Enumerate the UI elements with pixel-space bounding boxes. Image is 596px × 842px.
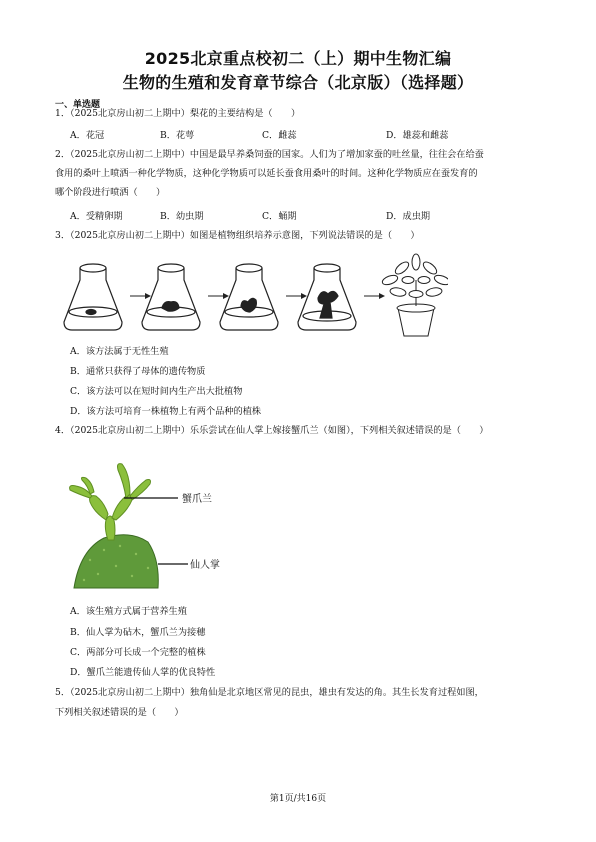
question-5-stem-line-2: 下列相关叙述错误的是（ ） [55,707,184,718]
section-label: 一、单选题 [55,100,101,110]
question-3-option-c: C．该方法可以在短时间内生产出大批植物 [70,386,243,397]
option-a: A．花冠 [70,130,105,141]
flask-3 [220,264,278,330]
cactus-stock [74,535,158,588]
option-a: A．受精卵期 [70,211,123,222]
flask-4 [298,264,356,330]
option-d: D．雄蕊和雌蕊 [386,130,449,141]
flask-2 [142,264,200,330]
question-4-option-c: C．两部分可长成一个完整的植株 [70,647,206,658]
crab-cactus-scion [70,464,151,540]
option-b: B．幼虫期 [160,211,204,222]
question-4-option-b: B．仙人掌为砧木，蟹爪兰为接穗 [70,627,206,638]
question-4-option-a: A．该生殖方式属于营养生殖 [70,606,187,617]
question-4-stem: 4．（2025北京房山初二上期中）乐乐尝试在仙人掌上嫁接蟹爪兰（如图），下列相关叙述错误的是（ ） [55,425,489,436]
option-c: C．蛹期 [262,211,297,222]
question-3-stem: 3．（2025北京房山初二上期中）如图是植物组织培养示意图，下列说法错误的是（ ） [55,230,420,241]
question-2-stem-line-1: 2．（2025北京房山初二上期中）中国是最早养桑饲蚕的国家。人们为了增加家蚕的吐丝量，往往会在给蚕 [55,149,484,160]
page-footer: 第1页/共16页 [269,794,327,804]
question-2-options [70,208,430,222]
question-1-options [70,127,449,141]
document-subtitle: 生物的生殖和发育章节综合（北京版）（选择题） [122,73,474,92]
option-c: C．雌蕊 [262,130,297,141]
question-3-option-b: B．通常只获得了母体的遗传物质 [70,366,206,377]
label-crab-cactus: 蟹爪兰 [182,494,212,505]
question-2-stem-line-2: 食用的桑叶上喷洒一种化学物质，这种化学物质可以延长蚕食用桑叶的时间。这种化学物质应在蚕发育的 [55,168,478,179]
question-2-stem-line-3: 哪个阶段进行喷洒（ ） [55,187,166,198]
label-cactus: 仙人掌 [190,560,220,571]
question-4-option-d: D．蟹爪兰能遗传仙人掌的优良特性 [70,667,216,678]
option-b: B．花萼 [160,130,195,141]
option-d: D．成虫期 [386,211,431,222]
potted-plant [381,254,448,336]
question-5-stem-line-1: 5．（2025北京房山初二上期中）独角仙是北京地区常见的昆虫，雄虫有发达的角。其生长发育过程如图， [55,687,484,698]
tissue-culture-figure [58,250,448,340]
question-1-stem: 1．（2025北京房山初二上期中）梨花的主要结构是（ ） [55,108,301,119]
flask-1 [64,264,122,330]
grafting-figure [60,450,260,595]
document-title: 2025北京重点校初二（上）期中生物汇编 [144,49,452,68]
question-3-option-d: D．该方法可培育一株植物上有两个品种的植株 [70,406,262,417]
question-3-option-a: A．该方法属于无性生殖 [70,346,169,357]
